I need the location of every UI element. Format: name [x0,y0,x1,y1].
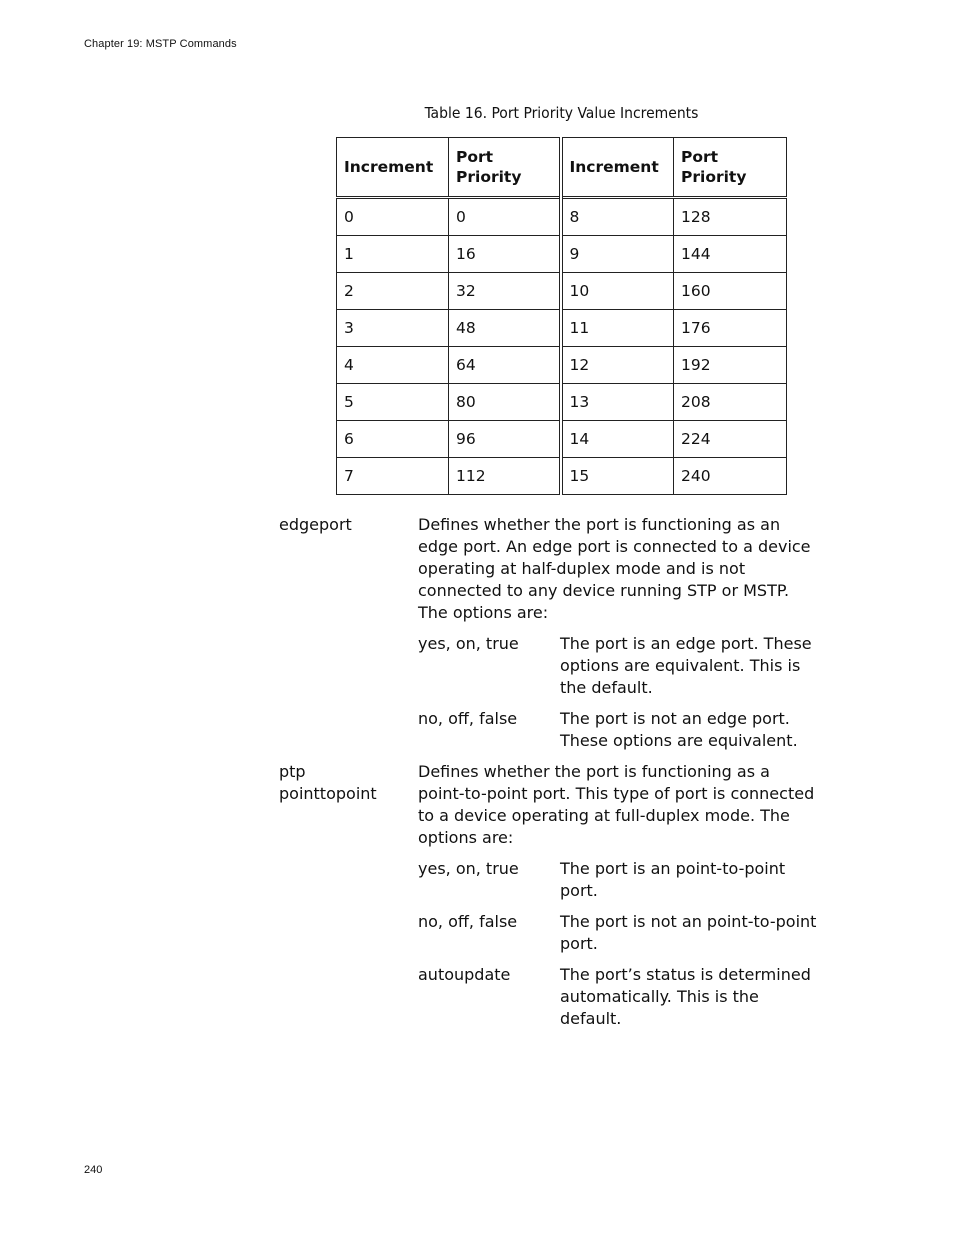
table-cell: 144 [674,236,787,273]
column-header: Increment [337,138,449,198]
table-row [337,384,787,421]
option-key: yes, on, true [418,859,519,878]
option-key: yes, on, true [418,634,519,653]
table-cell: 12 [561,347,674,384]
option-value: The port is an edge port. These options are equivalent. This is the default. [560,634,812,697]
table-row [337,347,787,384]
table-header-row [337,138,787,198]
table-cell: 176 [674,310,787,347]
param-term: edgeport [279,515,352,534]
table-cell: 0 [449,198,561,236]
table-cell: 208 [674,384,787,421]
param-option [418,858,818,902]
table-cell: 14 [561,421,674,458]
port-priority-table [336,137,787,495]
table-cell: 10 [561,273,674,310]
page-number: 240 [84,1164,103,1176]
option-value: The port is not an point-to-point port. [560,912,817,953]
option-value: The port is an point-to-point port. [560,859,786,900]
table-cell: 6 [337,421,449,458]
table-cell: 11 [561,310,674,347]
table-cell: 8 [561,198,674,236]
table-cell: 80 [449,384,561,421]
option-value: The port is not an edge port. These options are equivalent. [560,709,798,750]
column-header: Increment [561,138,674,198]
column-header: Port Priority [674,138,787,198]
param-term: ptp pointtopoint [279,762,377,803]
table-cell: 13 [561,384,674,421]
table-row [337,458,787,495]
table-cell: 5 [337,384,449,421]
table-cell: 64 [449,347,561,384]
column-header: Port Priority [449,138,561,198]
table-row [337,198,787,236]
table-cell: 32 [449,273,561,310]
table-cell: 4 [337,347,449,384]
param-ptp [279,761,839,1030]
table-cell: 224 [674,421,787,458]
table-cell: 128 [674,198,787,236]
table-cell: 240 [674,458,787,495]
table-cell: 2 [337,273,449,310]
table-cell: 3 [337,310,449,347]
table-cell: 0 [337,198,449,236]
parameter-definitions [279,514,839,1030]
table-cell: 160 [674,273,787,310]
table-row [337,236,787,273]
table-cell: 16 [449,236,561,273]
table-caption: Table 16. Port Priority Value Increments [424,104,699,122]
running-header: Chapter 19: MSTP Commands [84,38,237,50]
param-option [418,708,818,752]
param-edgeport [279,514,839,752]
table-cell: 48 [449,310,561,347]
table-cell: 9 [561,236,674,273]
table-cell: 112 [449,458,561,495]
table-row [337,310,787,347]
table-cell: 7 [337,458,449,495]
param-option [418,911,818,955]
option-key: autoupdate [418,965,511,984]
option-value: The port’s status is determined automatically. This is the default. [560,965,811,1028]
table-cell: 1 [337,236,449,273]
param-option [418,964,818,1030]
param-description: Defines whether the port is functioning as a point-to-point port. This type of port is connected to a device operating at full-duplex mode. The options are: [418,762,815,847]
param-description: Defines whether the port is functioning as an edge port. An edge port is connected to a device operating at half-duplex mode and is not connected to any device running STP or MSTP. The options are: [418,515,811,622]
option-key: no, off, false [418,912,518,931]
option-key: no, off, false [418,709,518,728]
table-cell: 15 [561,458,674,495]
table-cell: 96 [449,421,561,458]
param-option [418,633,818,699]
table-row [337,421,787,458]
table-cell: 192 [674,347,787,384]
table-row [337,273,787,310]
